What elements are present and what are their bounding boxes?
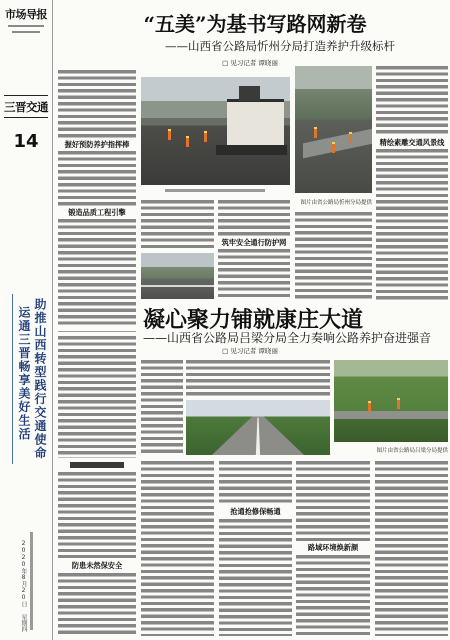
slogan-left-column: 运通三晋畅享美好生活 (17, 306, 31, 441)
paver-cab (239, 86, 260, 101)
article2-body-text (141, 461, 214, 636)
worker-figure (397, 398, 400, 409)
article2-body-text (186, 360, 330, 396)
article2-headline: 凝心聚力铺就康庄大道 (143, 307, 364, 333)
article2-subhead: 路域环境焕新颜 (307, 543, 359, 552)
article2-body-text (58, 573, 136, 636)
article1-body-text (58, 70, 136, 138)
article2-byline: □ 见习记者 谭晓丽 (222, 347, 278, 355)
worker-figure (314, 127, 317, 138)
masthead-subline (8, 25, 44, 27)
article1-subhead: 锻造品质工程引擎 (68, 208, 126, 217)
editor-credits (30, 532, 33, 630)
road-surface (334, 411, 448, 419)
paving-machine-photo (141, 77, 290, 185)
article2-subhead: 防患未然保安全 (71, 561, 123, 570)
worker-figure (332, 142, 335, 153)
article2-body-text (58, 336, 136, 458)
issue-date: 2020年8月20日 星期四 (20, 540, 27, 632)
worker-figure (349, 132, 352, 143)
sidebar-divider (52, 0, 53, 640)
article1-subtitle: ——山西省公路局忻州分局打造养护升级标杆 (165, 39, 395, 53)
road-surface (303, 128, 372, 158)
article1-subhead: 握好预防养护指挥棒 (64, 140, 130, 149)
article2-body-text (296, 461, 370, 541)
road-workers-photo (295, 66, 372, 193)
worker-figure (186, 136, 189, 147)
page-number: 14 (13, 131, 39, 152)
article1-body-text (58, 219, 136, 327)
article1-body-text (295, 212, 372, 300)
article2-photo-credit: 图片由省公路局吕梁分局提供 (376, 448, 448, 454)
tree-lined-road-photo (186, 400, 330, 455)
worker-figure (168, 129, 171, 140)
road-photo (141, 253, 214, 299)
article2-body-text (219, 461, 292, 505)
guardrail (141, 285, 214, 287)
article1-body-text (218, 249, 290, 299)
masthead-title: 市场导报 (5, 8, 47, 21)
article2-body-text (375, 461, 448, 636)
article1-body-text (141, 200, 214, 250)
paver-machine (227, 99, 284, 151)
article2-body-text (141, 360, 183, 455)
article1-subhead: 精绘素雕交通风景线 (379, 138, 445, 147)
paver-screed (216, 145, 288, 155)
article2-body-text (219, 519, 292, 636)
article1-photo-credit: 图片由省公路局忻州分局提供 (300, 200, 372, 206)
slogan-right-column: 助推山西转型践行交通使命 (33, 298, 47, 460)
article2-body-text (58, 472, 136, 558)
article1-subhead: 筑牢安全通行防护网 (221, 238, 287, 247)
section-name: 三晋交通 (4, 100, 48, 114)
slogan-rule (12, 294, 13, 464)
photo-caption (165, 189, 265, 192)
article1-headline: “五美”为基书写路网新卷 (143, 12, 367, 36)
article1-body-text (376, 66, 448, 136)
masthead-subline (12, 31, 40, 33)
road-centerline (186, 400, 330, 455)
section-rule-bottom (4, 117, 48, 118)
article-divider (58, 331, 136, 332)
article1-byline: □ 见习记者 谭晓丽 (222, 59, 278, 67)
article2-subhead (70, 462, 124, 468)
worker-figure (368, 401, 371, 412)
article1-body-text (218, 200, 290, 236)
worker-figure (204, 131, 207, 142)
article2-body-text (296, 555, 370, 636)
article1-body-text (58, 151, 136, 206)
section-rule-top (4, 95, 48, 96)
article2-subtitle: ——山西省公路局吕梁分局全力奏响公路养护奋进强音 (143, 331, 432, 345)
article2-subhead: 抢通抢修保畅通 (230, 507, 281, 516)
roadside-greening-photo (334, 360, 448, 442)
article1-body-text (376, 149, 448, 300)
